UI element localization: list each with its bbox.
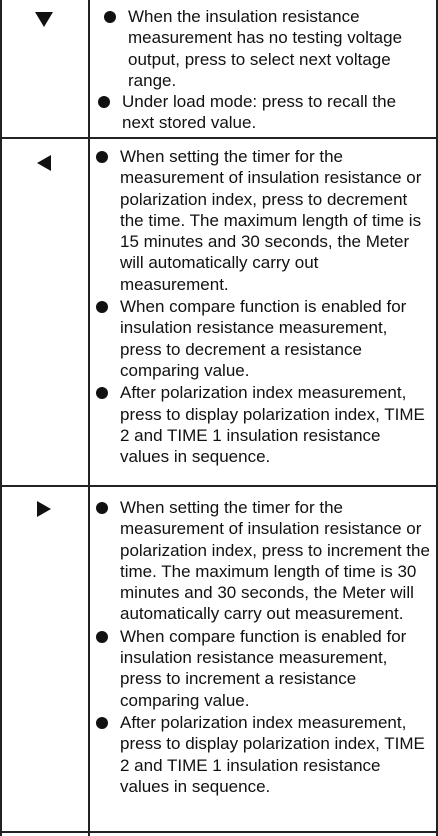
left-triangle-icon (35, 153, 53, 173)
table-row (0, 0, 438, 137)
description-cell (102, 6, 430, 134)
bullet-icon (96, 502, 108, 514)
list-item: When setting the timer for the measurement of insulation resistance or polarization index, press to decrement the time. The maximum length of time is 15 minutes and 30 seconds, the Meter will automatically carry out measurement. (94, 146, 430, 295)
bullet-icon (96, 301, 108, 313)
table-row (0, 139, 438, 485)
list-item: When setting the timer for the measurement of insulation resistance or polarization index, press to increment the time. The maximum length of time is 30 minutes and 30 seconds, the Meter will automatically carry out measurement. (94, 497, 430, 625)
bullet-icon (96, 387, 108, 399)
bullet-icon (96, 151, 108, 163)
down-triangle-icon (33, 10, 55, 28)
description-cell (94, 497, 430, 797)
list-item: When compare function is enabled for insulation resistance measurement, press to increment a resistance comparing value. (94, 626, 430, 711)
list-item: When compare function is enabled for insulation resistance measurement, press to decrement a resistance comparing value. (94, 296, 430, 381)
bullet-icon (98, 96, 110, 108)
key-cell (0, 499, 88, 519)
right-triangle-icon (35, 499, 53, 519)
description-cell (94, 146, 430, 467)
key-cell (0, 10, 88, 28)
list-item: After polarization index measurement, press to display polarization index, TIME 2 and TIME 1 insulation resistance values in sequence. (94, 712, 430, 797)
bullet-icon (96, 631, 108, 643)
bullet-icon (104, 11, 116, 23)
list-item: Under load mode: press to recall the next stored value. (96, 91, 430, 134)
row-divider (0, 831, 438, 833)
list-item: After polarization index measurement, press to display polarization index, TIME 2 and TIME 1 insulation resistance values in sequence. (94, 382, 430, 467)
key-cell (0, 153, 88, 173)
bullet-icon (96, 717, 108, 729)
table-row (0, 487, 438, 831)
list-item: When the insulation resistance measurement has no testing voltage output, press to select next voltage range. (102, 6, 430, 91)
